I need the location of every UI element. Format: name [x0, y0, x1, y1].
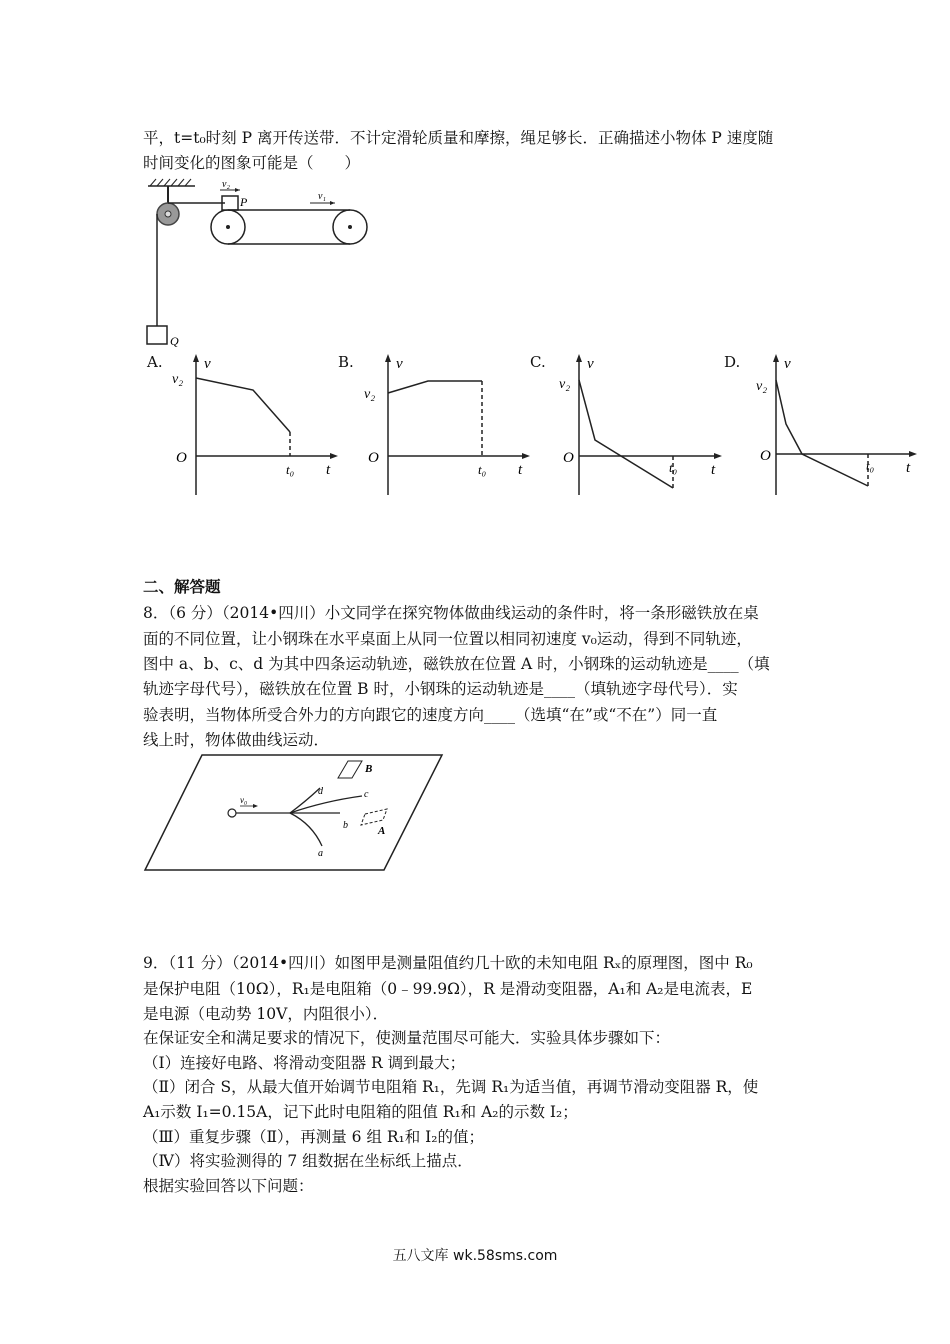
q8-line-3: 图中 a、b、c、d 为其中四条运动轨迹，磁铁放在位置 A 时，小钢珠的运动轨迹是____（填: [143, 655, 770, 673]
q8-line-4: 轨迹字母代号），磁铁放在位置 B 时，小钢珠的运动轨迹是____（填轨迹字母代号）．实: [143, 680, 738, 698]
q9-line-3: 是电源（电动势 10V，内阻很小）．: [143, 1005, 389, 1023]
graph-a: [168, 350, 348, 500]
section-title: 二、解答题: [143, 577, 221, 596]
label-v2: v₂: [222, 179, 230, 190]
svg-text:O: O: [368, 450, 379, 466]
q8-line-6: 线上时，物体做曲线运动．: [143, 731, 330, 749]
graph-b: [360, 350, 540, 500]
svg-text:v₂: v₂: [172, 372, 184, 387]
conveyor-pulley-figure: [140, 178, 380, 353]
q9-line-9: （Ⅳ）将实验测得的 7 组数据在坐标纸上描点．: [143, 1152, 473, 1170]
svg-text:O: O: [176, 450, 187, 466]
svg-text:v: v: [204, 356, 211, 372]
svg-text:t₀: t₀: [478, 462, 487, 477]
option-c: C.: [530, 353, 546, 371]
svg-text:v: v: [587, 356, 594, 372]
svg-text:v₂: v₂: [559, 377, 571, 392]
footer-watermark: 五八文库 wk.58sms.com: [392, 1248, 558, 1264]
q9-line-10: 根据实验回答以下问题：: [143, 1177, 314, 1195]
svg-text:v₀: v₀: [240, 795, 248, 805]
q8-line-2: 面的不同位置，让小钢珠在水平桌面上从同一位置以相同初速度 v₀运动，得到不同轨迹，: [143, 630, 752, 648]
svg-text:t: t: [906, 460, 911, 476]
svg-text:O: O: [760, 448, 771, 464]
svg-text:v₂: v₂: [756, 379, 768, 394]
q9-line-2: 是保护电阻（10Ω），R₁是电阻箱（0﹣99.9Ω），R 是滑动变阻器，A₁和 A₂是电流表，E: [143, 980, 753, 998]
svg-text:B: B: [365, 763, 373, 775]
q7-line-2: 时间变化的图象可能是（ ）: [143, 154, 361, 172]
label-q: Q: [170, 334, 179, 348]
label-p: P: [240, 195, 248, 209]
svg-text:v: v: [784, 356, 791, 372]
q9-line-8: （Ⅲ）重复步骤（Ⅱ），再测量 6 组 R₁和 I₂的值；: [143, 1128, 485, 1146]
option-b: B.: [338, 353, 354, 371]
svg-text:t₀: t₀: [866, 458, 875, 473]
svg-text:v: v: [396, 356, 403, 372]
q8-line-5: 验表明，当物体所受合外力的方向跟它的速度方向____（选填“在”或“不在”）同一直: [143, 706, 718, 724]
q9-line-4: 在保证安全和满足要求的情况下，使测量范围尽可能大．实验具体步骤如下：: [143, 1029, 671, 1047]
svg-text:t: t: [711, 462, 716, 478]
svg-text:d: d: [318, 786, 323, 797]
svg-text:O: O: [563, 450, 574, 466]
option-a: A.: [147, 353, 163, 371]
svg-text:A: A: [378, 825, 386, 837]
q8-line-1: 8．（6 分）（2014•四川）小文同学在探究物体做曲线运动的条件时，将一条形磁铁放在桌: [143, 604, 759, 622]
magnet-trajectory-figure: [140, 752, 445, 874]
q9-line-5: （Ⅰ）连接好电路、将滑动变阻器 R 调到最大；: [143, 1054, 466, 1072]
q9-line-1: 9．（11 分）（2014•四川）如图甲是测量阻值约几十欧的未知电阻 Rₓ的原理图，图中 R₀: [143, 954, 753, 972]
svg-text:t: t: [326, 462, 331, 478]
svg-text:t: t: [518, 462, 523, 478]
q9-line-7: A₁示数 I₁=0.15A，记下此时电阻箱的阻值 R₁和 A₂的示数 I₂；: [143, 1103, 578, 1121]
svg-text:b: b: [343, 820, 348, 831]
label-v1: v₁: [318, 191, 326, 202]
svg-text:v₂: v₂: [364, 387, 376, 402]
graph-d: [752, 350, 932, 500]
svg-text:t₀: t₀: [669, 460, 678, 475]
q7-line-1: 平，t=t₀时刻 P 离开传送带．不计定滑轮质量和摩擦，绳足够长．正确描述小物体 P 速度随: [143, 129, 774, 147]
svg-text:t₀: t₀: [286, 462, 295, 477]
graph-c: [555, 350, 735, 500]
option-d: D.: [724, 353, 741, 371]
svg-text:a: a: [318, 848, 323, 859]
q9-line-6: （Ⅱ）闭合 S，从最大值开始调节电阻箱 R₁，先调 R₁为适当值，再调节滑动变阻器 R，使: [143, 1078, 759, 1096]
svg-text:c: c: [364, 789, 369, 800]
